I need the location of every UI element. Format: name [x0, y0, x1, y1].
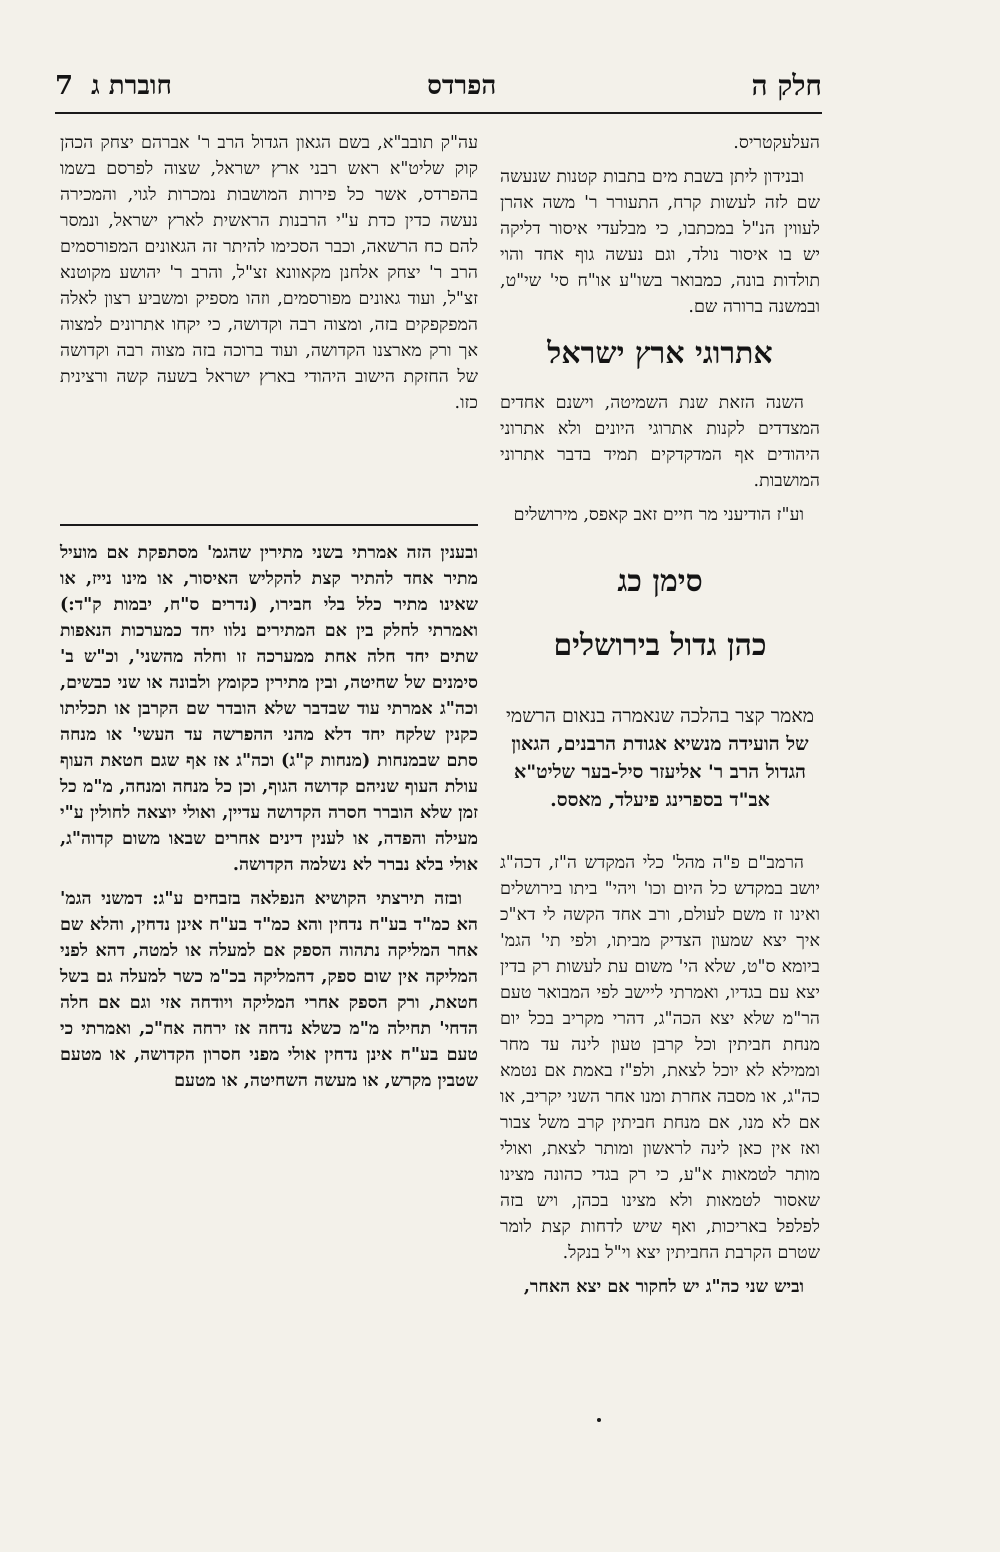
paragraph: ובזה תירצתי הקושיא הנפלאה בזבחים ע"ג: דמשני הגמ' הא כמ"ד בע"ח נדחין והא כמ"ד בע"ח אינן נדחין, והלא שם אחר המליקה נתהוה הספק אם למעלה או למטה, דהא לפני המליקה אין שום ספק, דהמליקה בכ"מ כשר למעלה גם בשל חטאת, ורק הספק אחרי המליקה ויודחה אזי וגם אם חלה הדחי' תחילה מ"מ כשלא נדחה אז ירחה אח"כ, ואמרתי כי טעם בע"ח אינן נדחין אולי מפני חסרון הקדושה, או מטעם שטבין מקרש, או מעשה השחיטה, או מטעם: [60, 889, 478, 1091]
section-heading: אתרוגי ארץ ישראל: [547, 336, 773, 371]
left-column-top: [60, 130, 478, 424]
intro-author: של הועידה מנשיא אגודת הרבנים, הגאון הגדול הרב ר' אליעזר סיל-בער שליט"א אב"ד בספרינג פיעלד, מאסס.: [511, 733, 809, 811]
paragraph: וע"ז הודיעני מר חיים זאב קאפס, מירושלים: [513, 505, 804, 525]
right-column: [500, 130, 820, 1308]
siman-heading: סימן כג: [617, 564, 703, 599]
paragraph: הרמב"ם פ"ה מהל' כלי המקדש ה"ז, דכה"ג יושב במקדש כל היום וכו' ויהי" ביתו בירושלים ואינו זז משם לעולם, ורב אחד הקשה לי דא"כ איך יצא שמעון הצדיק מביתו, ולפי תי' הגמ' ביומא ס"ט, שלא הי' משום עת לעשות רק בדין יצא עם בגדיו, ואמרתי ליישב לפי המבואר טעם הר"מ שלא יצא הכה"ג, דהרי מקריב בכל יום מנחת חביתין וכל קרבן טעון לינה עד מחר וממילא לא יוכל לצאת, ולפ"ז באמת אם נטמא כה"ג, או מסבה אחרת ומנו אחר השני יקריב, או אם לא מנו, אם מנחת חביתין קרב משל צבור ואז אין כאן לינה לראשון ומותר לצאת, ואולי מותר לטמאות א"ע, כי רק בגדי כהונה מצינו שאסור לטמאות ולא מצינו בכהן, ויש בזה לפלפל באריכות, ואף שיש לדחות קצת לומר שטרם הקרבת החביתין יצא וי"ל בנקל.: [500, 853, 820, 1263]
print-speck: [597, 1418, 601, 1422]
intro-lead: מאמר קצר בהלכה שנאמרה בנאום הרשמי: [505, 705, 815, 727]
part-label: חלק ה: [751, 69, 822, 102]
paragraph: השנה הזאת שנת השמיטה, וישנם אחדים המצדדים לקנות אתרוגי היונים ולא אתרוני היהודים אף המדקדקים תמיד בדבר אתרוני המושבות.: [500, 393, 820, 491]
header-rule: [55, 112, 822, 114]
article-title: כהן גדול בירושלים: [553, 628, 767, 663]
paragraph: ובענין הזה אמרתי בשני מתירין שהגמ' מסתפקת אם מועיל מתיר אחד להתיר קצת להקליש האיסור, או מינו נייז, או שאינו מתיר כלל בלי חבירו, (נדרים ס"ח, יבמות ק"ד:) ואמרתי לחלק בין אם המתירים נלוו יחד כמערכות הנאפות שתים יחד חלה אחת ממערכה זו וחלה מהשני', וכ"ש ב' סימנים של שחיטה, ובין מתירין כקומץ ולבונה או שני כבשים, וכה"ג אמרתי עוד שבדבר שלא הובדר שם הקרבן או תכליתו כקנין שלקח יחד דלא מהני ההפרשה עד העשי' או מנחה סתם שבמנחות (מנחות ק"ג) וכה"ג אז אף שגם חטאת העוף עולת העוף שניהם קדושה הגוף, וכן כל מנחה ומנחה, מ"מ כל זמן שלא הוברר חסרה הקדושה עדיין, ואולי יוצאה לחולין ע"י מעילה והפדה, או לענין דינים אחרים שבאו משום קדוה"ג, אולי בלא נברר לא נשלמה הקדושה.: [60, 543, 478, 875]
page-number: 7: [55, 71, 74, 101]
paragraph: וביש שני כה"ג יש לחקור אם יצא האחר,: [523, 1277, 804, 1297]
left-column-bottom: [60, 540, 478, 1102]
paragraph: ובנידון ליתן בשבת מים בתבות קטנות שנעשה שם לזה לעשות קרח, התעורר ר' משה אהרן לעווין הנ"ל במכתבו, כי מבלעדי איסור דליקה יש בו איסור נולד, וגם נעשה גוף אחד והוי תולדות בונה, כמבואר בשו"ע או"ח סי' שי"ט, ובמשנה ברורה שם.: [500, 167, 820, 317]
journal-title: הפרדס: [427, 71, 497, 101]
article-intro: [500, 702, 820, 814]
column-divider: [60, 524, 478, 526]
issue-label: חוברת ג: [91, 71, 172, 101]
paragraph: העלעקטריס.: [733, 133, 820, 153]
header-left-group: [55, 71, 172, 101]
page-header: [55, 66, 822, 106]
header-right-group: [751, 69, 822, 103]
paragraph: עה"ק תובב"א, בשם הגאון הגדול הרב ר' אברהם יצחק הכהן קוק שליט"א ראש רבני ארץ ישראל, שצוה לפרסם בשמו בהפרדס, אשר כל פירות המושבות נמכרות לגוי, והמכירה נעשה כדין כדת ע"י הרבנות הראשית לארץ ישראל, ונמסר להם כח הרשאה, וכבר הסכימו להיתר זה הגאונים המפורסמים הרב ר' יצחק אלחנן מקאוונא זצ"ל, והרב ר' יהושע מקוטנא זצ"ל, ועוד גאונים מפורסמים, וזהו מספיק ומשביע רצון לאלה המפקפקים בזה, ומצוה רבה וקדושה, כי יקחו אתרונים למצוה אך ורק מארצנו הקדושה, ועוד ברוכה בזה מצוה רבה וקדושה של החזקת הישוב היהודי בארץ ישראל בשעה קשה ורצינית כזו.: [60, 133, 478, 413]
